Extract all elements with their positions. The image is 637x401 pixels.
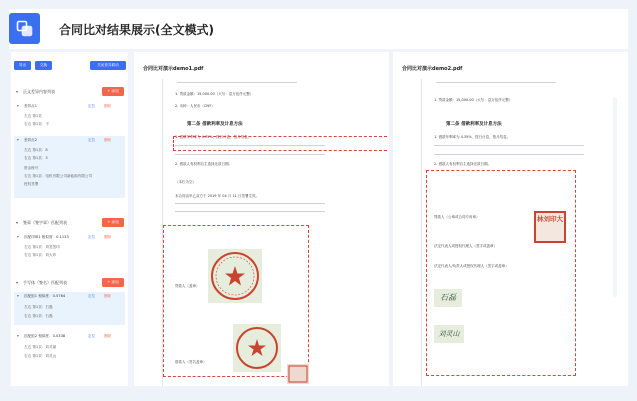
diff-sidebar xyxy=(11,52,128,386)
lender-label: 贷款人（公章或合同专用章） xyxy=(434,215,480,219)
right-document-title: 合同比对演示demo2.pdf xyxy=(402,66,463,72)
group-header[interactable] xyxy=(11,277,128,289)
amount-line: 1. 贷款金额：15,000.00（大写：壹万伍仟元整） xyxy=(434,98,513,102)
group-title: 签章（签字章）匹配列表 xyxy=(23,220,67,225)
amount-line: 1. 贷款金额：15,000.00（大写：壹万伍仟元整） xyxy=(175,92,254,96)
page-title: 合同比对结果展示(全文模式) xyxy=(59,23,214,37)
text-line xyxy=(175,203,325,204)
section-heading: 第二条 借款利率及计息方法 xyxy=(446,122,502,127)
right-document-panel[interactable] xyxy=(393,52,628,386)
workspace xyxy=(9,49,628,389)
representative-label: 法定代表人或授权代理人（签字或盖章） xyxy=(434,244,497,248)
clause-text: 1. 借款年利率为 4.35%，按日计息，按月结息。 xyxy=(175,135,252,139)
text-diff-box[interactable] xyxy=(173,136,389,151)
locate-link[interactable]: 定位 xyxy=(88,104,96,108)
list-item[interactable] xyxy=(14,233,125,263)
export-button[interactable]: 导出 xyxy=(14,61,31,70)
group-header[interactable] xyxy=(11,86,128,98)
chevron-down-icon: ▾ xyxy=(17,334,19,338)
right-location: 右边 第1页：不 xyxy=(24,122,49,126)
locate-link[interactable]: 定位 xyxy=(88,235,96,239)
representative-label: 法定代表人/负责人或授权代理人（签字或盖章） xyxy=(434,264,509,268)
right-location: 右边 第1页：3 xyxy=(24,156,48,160)
app-logo xyxy=(9,13,40,44)
left-document-panel[interactable] xyxy=(134,52,389,386)
list-item[interactable] xyxy=(14,136,125,198)
signature-match-title: 匹配组1 相似度：0.5764 xyxy=(24,294,66,298)
group-header[interactable] xyxy=(11,217,128,229)
add-signature-button[interactable]: + 添加 xyxy=(102,278,124,287)
list-item[interactable] xyxy=(14,332,125,366)
text-line xyxy=(175,154,325,155)
scrollbar[interactable] xyxy=(613,97,617,297)
seal-match-title: 匹配印章1 相似度：0.1133 xyxy=(24,235,69,239)
chevron-down-icon: ▾ xyxy=(16,89,19,94)
list-item[interactable] xyxy=(14,102,125,132)
app-window xyxy=(9,9,628,389)
chevron-down-icon: ▾ xyxy=(17,104,19,108)
left-location: 左边 第1页：石磊 xyxy=(24,305,53,309)
clause-text: 1. 借款年利率为 4.35%，按日计息，按月结息。 xyxy=(434,135,511,139)
text-line xyxy=(434,154,584,155)
add-diff-button[interactable]: + 添加 xyxy=(102,87,124,96)
chevron-down-icon: ▾ xyxy=(16,220,19,225)
signature-image: 刘灵山 xyxy=(434,325,464,343)
right-location: 右边 第1页：刘灵山 xyxy=(24,354,57,358)
text-line xyxy=(434,145,584,146)
diff-title: 差异点1 xyxy=(24,104,38,108)
signature-diff-box[interactable] xyxy=(426,170,576,376)
diff-title: 差异点2 xyxy=(24,138,38,142)
right-document-page xyxy=(421,79,628,386)
text-diff-group xyxy=(11,86,128,201)
close-diff-link-button[interactable]: 关闭差异联动 xyxy=(90,61,126,70)
signature-image: 石磊 xyxy=(434,289,462,307)
left-location: 左边 第1页 xyxy=(24,114,42,118)
left-document-page xyxy=(162,79,389,386)
chevron-down-icon: ▾ xyxy=(17,235,19,239)
note-text: （本栏为空） xyxy=(175,180,196,184)
group-title: 手写体（签名）匹配列表 xyxy=(23,280,67,285)
seal-match-group xyxy=(11,217,128,275)
delete-link[interactable]: 删除 xyxy=(104,104,112,108)
clause-text: 2. 借款人有权利自主选择还款日期。 xyxy=(434,162,491,166)
compare-icon xyxy=(16,20,33,37)
left-location: 左边 第1页：刘灵丽 xyxy=(24,345,57,349)
company-seal-icon xyxy=(208,249,262,303)
right-location: 右边 第1页：石磊 xyxy=(24,314,53,318)
left-location: 左边 第1页：8 xyxy=(24,148,48,152)
chevron-down-icon: ▾ xyxy=(17,138,19,142)
diff-detail: 右边 第1页：电机有限公司新能源有限公司 xyxy=(24,174,93,178)
borrower-label: 借款人（签名盖章） xyxy=(175,360,207,364)
lender-label: 贷款人（盖章） xyxy=(175,284,200,288)
chevron-down-icon: ▾ xyxy=(17,294,19,298)
app-header xyxy=(9,9,628,49)
left-location: 左边 第1页：刘签签印 xyxy=(24,245,60,249)
chevron-down-icon: ▾ xyxy=(16,280,19,285)
signature-match-title: 匹配组2 相似度：0.0338 xyxy=(24,334,66,338)
add-seal-button[interactable]: + 添加 xyxy=(102,218,124,227)
sign-date-text: 本合同由甲乙双方于 2019 年 04 月 11 日签署生效。 xyxy=(175,194,259,198)
list-item[interactable] xyxy=(14,292,125,325)
text-line xyxy=(436,82,556,83)
delete-link[interactable]: 删除 xyxy=(104,294,112,298)
group-title: 正文差异内容列表 xyxy=(23,89,55,94)
diff-detail: 资金账号 xyxy=(24,166,39,170)
text-line xyxy=(177,82,297,83)
locate-link[interactable]: 定位 xyxy=(88,138,96,142)
right-location: 右边 第1页：刘大印 xyxy=(24,253,57,257)
signature-match-group xyxy=(11,277,128,377)
locate-link[interactable]: 定位 xyxy=(88,334,96,338)
left-document-title: 合同比对演示demo1.pdf xyxy=(143,66,204,72)
section-heading: 第二条 借款利率及计息方法 xyxy=(187,122,243,127)
name-seal: 林刘印大 xyxy=(534,211,566,243)
name-seal-icon xyxy=(287,364,309,384)
delete-link[interactable]: 删除 xyxy=(104,138,112,142)
contract-seal-icon xyxy=(233,324,281,372)
currency-line: 2. 币种：人民币（CNY） xyxy=(175,104,215,108)
clause-text: 2. 借款人有权利自主选择还款日期。 xyxy=(175,162,232,166)
diff-detail: 授权签署 xyxy=(24,182,39,186)
text-line xyxy=(175,211,325,212)
delete-link[interactable]: 删除 xyxy=(104,334,112,338)
swap-button[interactable]: 交换 xyxy=(35,61,52,70)
locate-link[interactable]: 定位 xyxy=(88,294,96,298)
delete-link[interactable]: 删除 xyxy=(104,235,112,239)
